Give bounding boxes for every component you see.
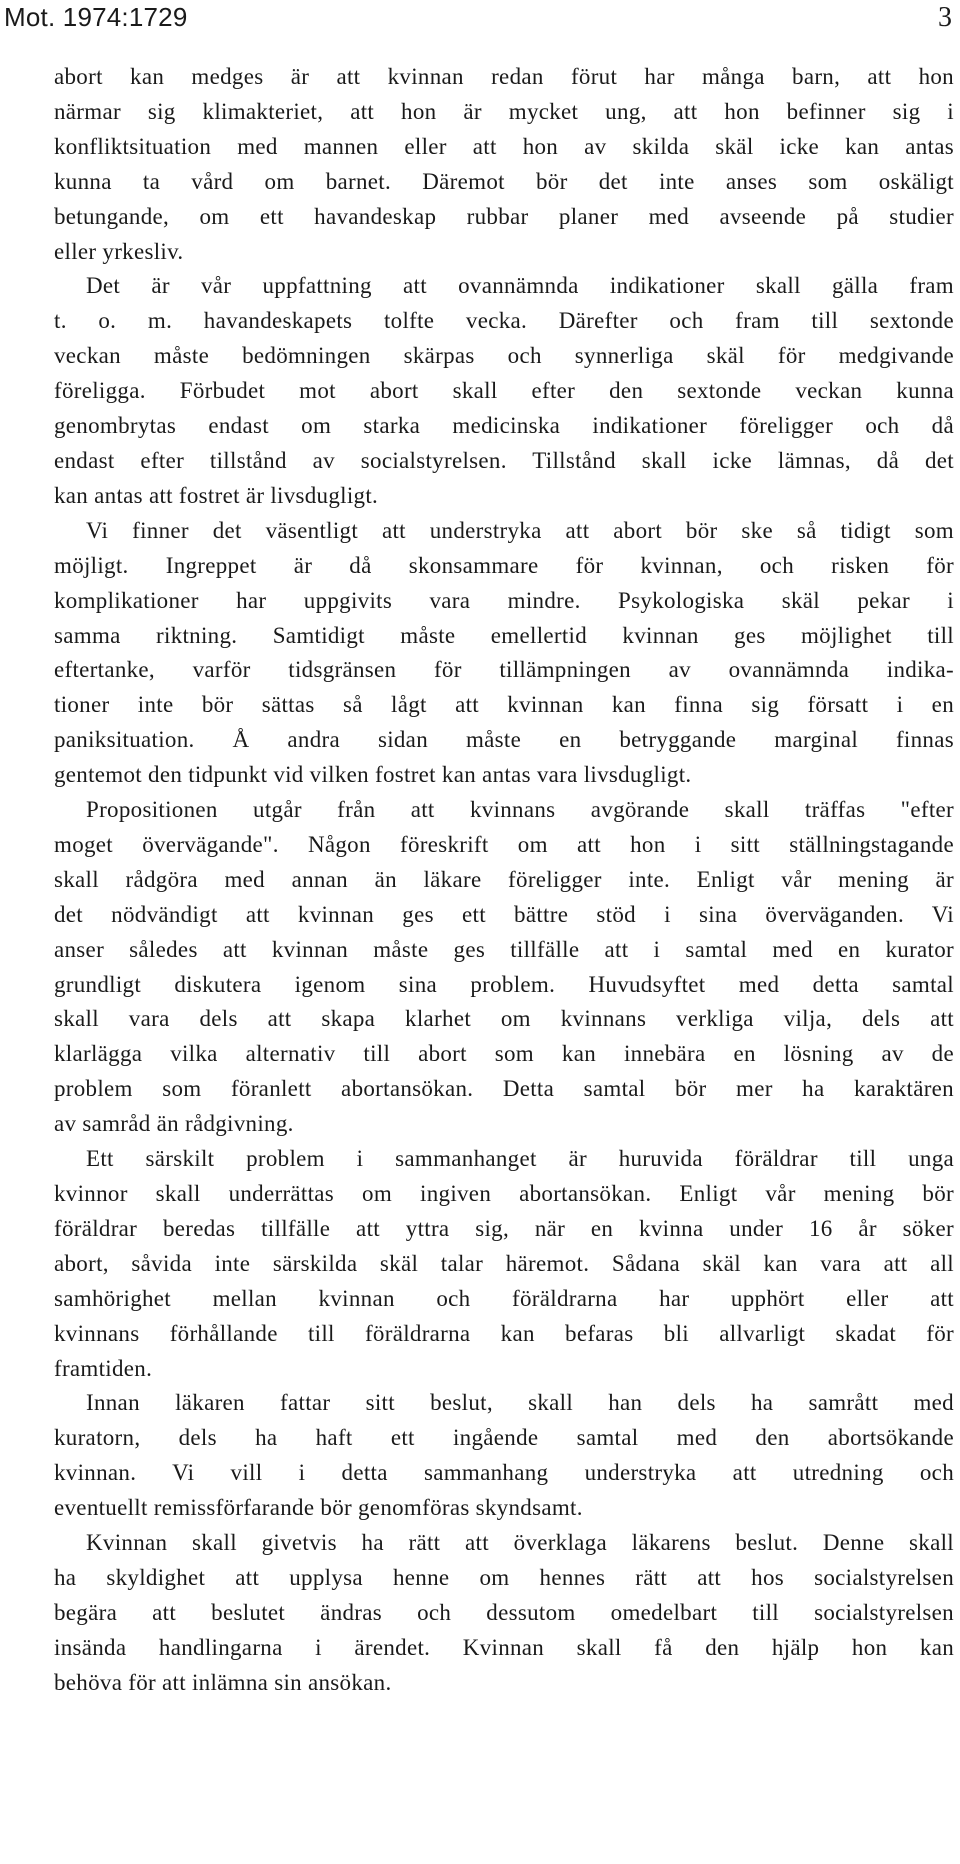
text-line: endast efter tillstånd av socialstyrelsen. Tillstånd skall icke lämnas, då det bbox=[54, 447, 954, 473]
text-line: ha skyldighet att upplysa henne om hennes rätt att hos socialstyrelsen bbox=[54, 1564, 954, 1590]
text-line: moget övervägande". Någon föreskrift om att hon i sitt ställningstagande bbox=[54, 831, 954, 857]
text-line: betungande, om ett havandeskap rubbar planer med avseende på studier bbox=[54, 203, 954, 229]
text-line: anser således att kvinnan måste ges tillfälle att i samtal med en kurator bbox=[54, 936, 954, 962]
text-line: föreligga. Förbudet mot abort skall efter den sextonde veckan kunna bbox=[54, 378, 954, 404]
document-reference: Mot. 1974:1729 bbox=[4, 2, 188, 32]
paragraph bbox=[54, 60, 954, 269]
text-line: klarlägga vilka alternativ till abort som kan innebära en lösning av de bbox=[54, 1041, 954, 1067]
text-line: eftertanke, varför tidsgränsen för tillämpningen av ovannämnda indika- bbox=[54, 657, 954, 683]
text-line: Innan läkaren fattar sitt beslut, skall han dels ha samrått med bbox=[86, 1390, 954, 1416]
text-line: Vi finner det väsentligt att understryka att abort bör ske så tidigt som bbox=[86, 517, 954, 543]
text-line: kan antas att fostret är livsdugligt. bbox=[54, 482, 379, 508]
text-line: behöva för att inlämna sin ansökan. bbox=[54, 1669, 392, 1695]
text-line: komplikationer har uppgivits vara mindre. Psykologiska skäl pekar i bbox=[54, 587, 954, 613]
text-line: kuratorn, dels ha haft ett ingående samtal med den abortsökande bbox=[54, 1425, 954, 1451]
text-line: abort kan medges är att kvinnan redan förut har många barn, att hon bbox=[54, 64, 954, 89]
text-line: insända handlingarna i ärendet. Kvinnan skall få den hjälp hon kan bbox=[54, 1634, 954, 1660]
text-line: kvinnor skall underrättas om ingiven abortansökan. Enligt vår mening bör bbox=[54, 1181, 954, 1206]
text-line: kvinnan. Vi vill i detta sammanhang understryka att utredning och bbox=[54, 1460, 954, 1486]
text-line: kunna ta vård om barnet. Däremot bör det inte anses som oskäligt bbox=[54, 168, 954, 194]
text-line: framtiden. bbox=[54, 1355, 153, 1381]
text-line: kvinnans förhållande till föräldrarna kan befaras bli allvarligt skadat för bbox=[54, 1320, 954, 1346]
text-line: Ett särskilt problem i sammanhanget är huruvida föräldrar till unga bbox=[86, 1146, 954, 1172]
paragraph bbox=[54, 1142, 954, 1386]
paragraph bbox=[54, 514, 954, 793]
text-line: genombrytas endast om starka medicinska indikationer föreligger och då bbox=[54, 413, 954, 439]
text-line: samma riktning. Samtidigt måste emellertid kvinnan ges möjlighet till bbox=[54, 622, 954, 648]
text-line: veckan måste bedömningen skärpas och synnerliga skäl för medgivande bbox=[54, 343, 954, 369]
text-line: Det är vår uppfattning att ovannämnda indikationer skall gälla fram bbox=[86, 273, 954, 299]
text-line: paniksituation. Å andra sidan måste en betryggande marginal finnas bbox=[54, 727, 954, 753]
text-line: abort, såvida inte särskilda skäl talar häremot. Sådana skäl kan vara att all bbox=[54, 1250, 954, 1276]
page-header bbox=[0, 0, 960, 40]
text-line: begära att beslutet ändras och dessutom omedelbart till socialstyrelsen bbox=[54, 1599, 954, 1625]
text-line: skall vara dels att skapa klarhet om kvinnans verkliga vilja, dels att bbox=[54, 1006, 954, 1032]
text-line: gentemot den tidpunkt vid vilken fostret kan antas vara livsdugligt. bbox=[54, 762, 692, 788]
paragraph bbox=[54, 269, 954, 513]
text-line: det nödvändigt att kvinnan ges ett bättre stöd i sina överväganden. Vi bbox=[54, 901, 954, 927]
text-line: problem som föranlett abortansökan. Detta samtal bör mer ha karaktären bbox=[54, 1076, 954, 1102]
paragraph bbox=[54, 1526, 954, 1701]
text-line: tioner inte bör sättas så lågt att kvinnan kan finna sig försatt i en bbox=[54, 692, 954, 718]
text-line: grundligt diskutera igenom sina problem. Huvudsyftet med detta samtal bbox=[54, 971, 954, 997]
text-line: Propositionen utgår från att kvinnans avgörande skall träffas "efter bbox=[86, 797, 954, 823]
text-line: samhörighet mellan kvinnan och föräldrarna har upphört eller att bbox=[54, 1285, 954, 1311]
text-line: närmar sig klimakteriet, att hon är mycket ung, att hon befinner sig i bbox=[54, 98, 954, 124]
page-number: 3 bbox=[938, 2, 952, 33]
text-line: eventuellt remissförfarande bör genomföras skyndsamt. bbox=[54, 1495, 583, 1521]
paragraph bbox=[54, 1386, 954, 1526]
text-line: föräldrar beredas tillfälle att yttra sig, när en kvinna under 16 år söker bbox=[54, 1215, 954, 1241]
text-line: konfliktsituation med mannen eller att hon av skilda skäl icke kan antas bbox=[54, 133, 954, 159]
text-line: Kvinnan skall givetvis ha rätt att överklaga läkarens beslut. Denne skall bbox=[86, 1530, 954, 1556]
text-line: möjligt. Ingreppet är då skonsammare för kvinnan, och risken för bbox=[54, 552, 954, 578]
text-line: t. o. m. havandeskapets tolfte vecka. Därefter och fram till sextonde bbox=[54, 308, 954, 334]
text-line: eller yrkesliv. bbox=[54, 238, 184, 264]
paragraph bbox=[54, 793, 954, 1142]
body-text bbox=[54, 60, 954, 1701]
text-line: av samråd än rådgivning. bbox=[54, 1111, 294, 1137]
text-line: skall rådgöra med annan än läkare föreligger inte. Enligt vår mening är bbox=[54, 866, 954, 892]
